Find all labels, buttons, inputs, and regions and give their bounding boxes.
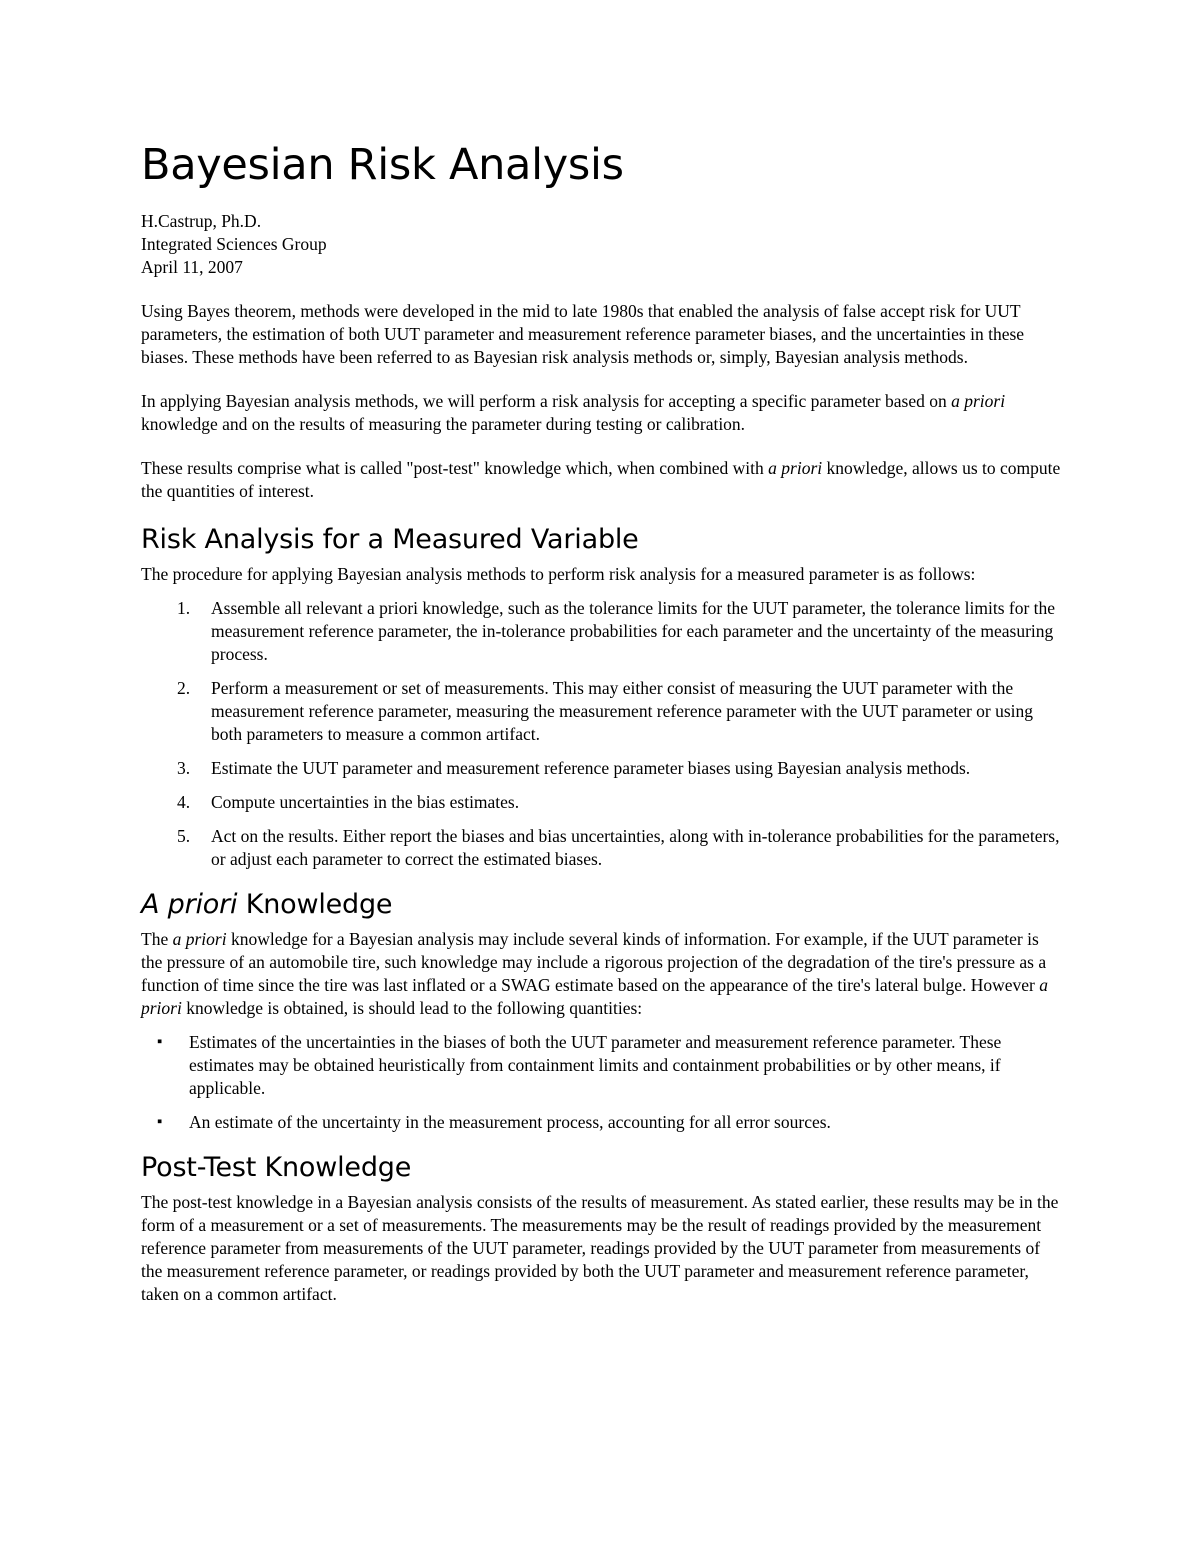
list-item-text: Estimates of the uncertainties in the biases of both the UUT parameter and measurement reference parameter. These estimates may be obtained heuristically from containment limits and containment probabilities or by other means, if applicable.: [189, 1031, 1002, 1098]
section-heading-measured-variable: Risk Analysis for a Measured Variable: [141, 523, 639, 555]
author-block: [141, 210, 1061, 279]
list-item-text: Compute uncertainties in the bias estimates.: [211, 791, 520, 812]
list-item-number: 2.: [177, 677, 191, 698]
intro-paragraph-2-text-b: knowledge and on the results of measuring the parameter during testing or calibration.: [141, 413, 746, 434]
intro-paragraph-2: [141, 390, 1061, 436]
section-heading-a-priori-emphasis: A priori: [141, 888, 238, 920]
intro-paragraph-3-text-a: These results comprise what is called "post-test" knowledge which, when combined with: [141, 457, 769, 478]
list-item: [141, 677, 1061, 746]
list-item-text: Assemble all relevant a priori knowledge, such as the tolerance limits for the UUT parameter, the tolerance limits for the measurement reference parameter, the in-tolerance probabilities for each parameter and the uncertainty of the measuring process.: [211, 597, 1056, 664]
list-item-text: Perform a measurement or set of measurements. This may either consist of measuring the UUT parameter with the measurement reference parameter, measuring the measurement reference parameter with the UUT parameter or using both parameters to measure a common artifact.: [211, 677, 1034, 744]
list-item-number: 4.: [177, 791, 191, 812]
list-item-number: 5.: [177, 825, 191, 846]
bullet-icon: ▪: [157, 1113, 163, 1130]
author-organization: Integrated Sciences Group: [141, 233, 327, 254]
intro-paragraph-3-text-b: knowledge, allows us to compute the quantities of interest.: [141, 457, 1061, 501]
post-test-paragraph: The post-test knowledge in a Bayesian analysis consists of the results of measurement. As stated earlier, these results may be in the form of a measurement or a set of measurements. The measurements may be the result of readings provided by the measurement reference parameter from measurements of the UUT parameter, readings provided by the UUT parameter from measurements of the measurement reference parameter, or readings provided by both the UUT parameter and measurement reference parameter, taken on a common artifact.: [141, 1191, 1059, 1304]
intro-paragraph-2-emphasis: a priori: [951, 390, 1006, 411]
list-item: [141, 825, 1061, 871]
procedure-steps-list: [141, 597, 1061, 871]
intro-paragraph-3-emphasis: a priori: [768, 457, 823, 478]
bullet-icon: ▪: [157, 1033, 163, 1050]
section-heading-post-test-knowledge: Post-Test Knowledge: [141, 1151, 412, 1183]
intro-paragraph-1: Using Bayes theorem, methods were developed in the mid to late 1980s that enabled the analysis of false accept risk for UUT parameters, the estimation of both UUT parameter and measurement reference parameter biases, and the uncertainties in these biases. These methods have been referred to as Bayesian risk analysis methods or, simply, Bayesian analysis methods.: [141, 300, 1025, 367]
list-item-text: Act on the results. Either report the biases and bias uncertainties, along with in-tolerance probabilities for the parameters, or adjust each parameter to correct the estimated biases.: [211, 825, 1060, 869]
list-item: [141, 757, 1061, 780]
author-name: H.Castrup, Ph.D.: [141, 210, 262, 231]
section-heading-a-priori-knowledge: [141, 889, 1061, 920]
list-item-text: Estimate the UUT parameter and measurement reference parameter biases using Bayesian analysis methods.: [211, 757, 971, 778]
list-item: [141, 791, 1061, 814]
intro-paragraph-2-text-a: In applying Bayesian analysis methods, we will perform a risk analysis for accepting a specific parameter based on: [141, 390, 952, 411]
procedure-lead-paragraph: The procedure for applying Bayesian analysis methods to perform risk analysis for a measured parameter is as follows:: [141, 563, 976, 584]
a-priori-paragraph-text-a: The: [141, 928, 173, 949]
a-priori-quantities-list: [141, 1031, 1061, 1134]
list-item: [141, 1111, 1061, 1134]
list-item-text: An estimate of the uncertainty in the measurement process, accounting for all error sources.: [189, 1111, 831, 1132]
intro-paragraph-3: [141, 457, 1061, 503]
list-item-number: 3.: [177, 757, 191, 778]
a-priori-paragraph-emphasis-2: a priori: [141, 974, 1048, 1018]
list-item-number: 1.: [177, 597, 191, 618]
document-date: April 11, 2007: [141, 256, 243, 277]
a-priori-paragraph-text-b: knowledge for a Bayesian analysis may include several kinds of information. For example, if the UUT parameter is the pressure of an automobile tire, such knowledge may include a rigorous projection of the degradation of the tire's pressure as a function of time since the tire was last inflated or a SWAG estimate based on the appearance of the tire's lateral bulge. However: [141, 928, 1047, 995]
section-heading-a-priori-rest: Knowledge: [237, 888, 393, 920]
a-priori-paragraph-emphasis-1: a priori: [172, 928, 227, 949]
document-body: [141, 140, 1061, 1327]
document-title: Bayesian Risk Analysis: [141, 140, 624, 190]
a-priori-paragraph-text-c: knowledge is obtained, is should lead to the following quantities:: [181, 997, 643, 1018]
list-item: [141, 597, 1061, 666]
a-priori-paragraph: [141, 928, 1061, 1020]
list-item: [141, 1031, 1061, 1100]
